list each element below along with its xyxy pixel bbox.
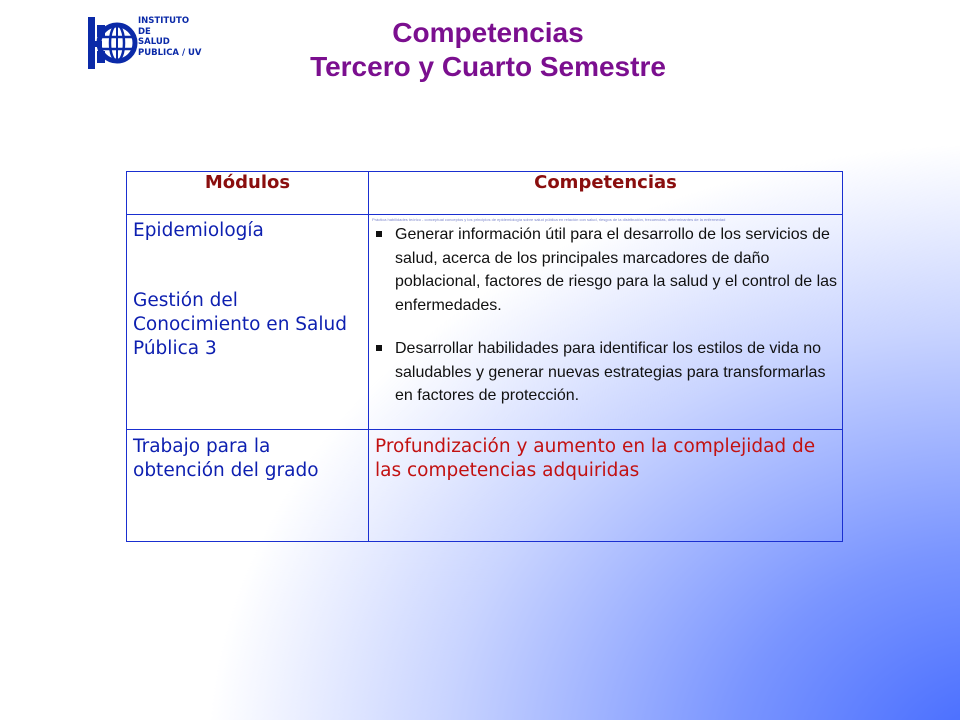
slide-title-line-2: Tercero y Cuarto Semestre (310, 51, 666, 82)
list-item (369, 337, 842, 408)
module-name: Gestión del Conocimiento en Salud Pública 3 (133, 290, 347, 359)
modules-cell (127, 430, 369, 542)
competencies-table (126, 171, 843, 542)
table-row (127, 430, 843, 542)
list-item (369, 223, 842, 317)
square-bullet-icon (376, 231, 382, 237)
modules-cell (127, 215, 369, 430)
table-row (127, 215, 843, 430)
competencia-text: Profundización y aumento en la complejidad de las competencias adquiridas (375, 436, 816, 481)
square-bullet-icon (376, 345, 382, 351)
logo-line: SALUD (138, 37, 170, 48)
header-competencias: Competencias (369, 172, 843, 215)
slide-title-line-1: Competencias (392, 17, 584, 48)
header-modulos: Módulos (127, 172, 369, 215)
logo-line: DE (138, 26, 151, 37)
module-name: Epidemiología (133, 220, 264, 241)
small-note: Práctica habilidades teórico - conceptual conceptos y los principios de epidemiología sobre salud pública en relación con salud, riesgos de la distribución, frecuencias, determinantes de la enfermedad (372, 217, 726, 222)
logo-line: INSTITUTO (138, 16, 190, 26)
slide-title (0, 16, 960, 84)
competencias-cell (369, 430, 843, 542)
logo-line: PUBLICA / UV (138, 47, 202, 58)
competencia-text: Generar información útil para el desarrollo de los servicios de salud, acerca de los principales marcadores de daño poblacional, factores de riesgo para la salud y el control de las enfermedades. (395, 226, 838, 314)
competencias-list (369, 223, 842, 408)
competencias-cell (369, 215, 843, 430)
module-name: Trabajo para la obtención del grado (133, 436, 319, 481)
table-header-row (127, 172, 843, 215)
competencia-text: Desarrollar habilidades para identificar los estilos de vida no saludables y generar nuevas estrategias para transformarlas en factores de protección. (395, 340, 826, 404)
